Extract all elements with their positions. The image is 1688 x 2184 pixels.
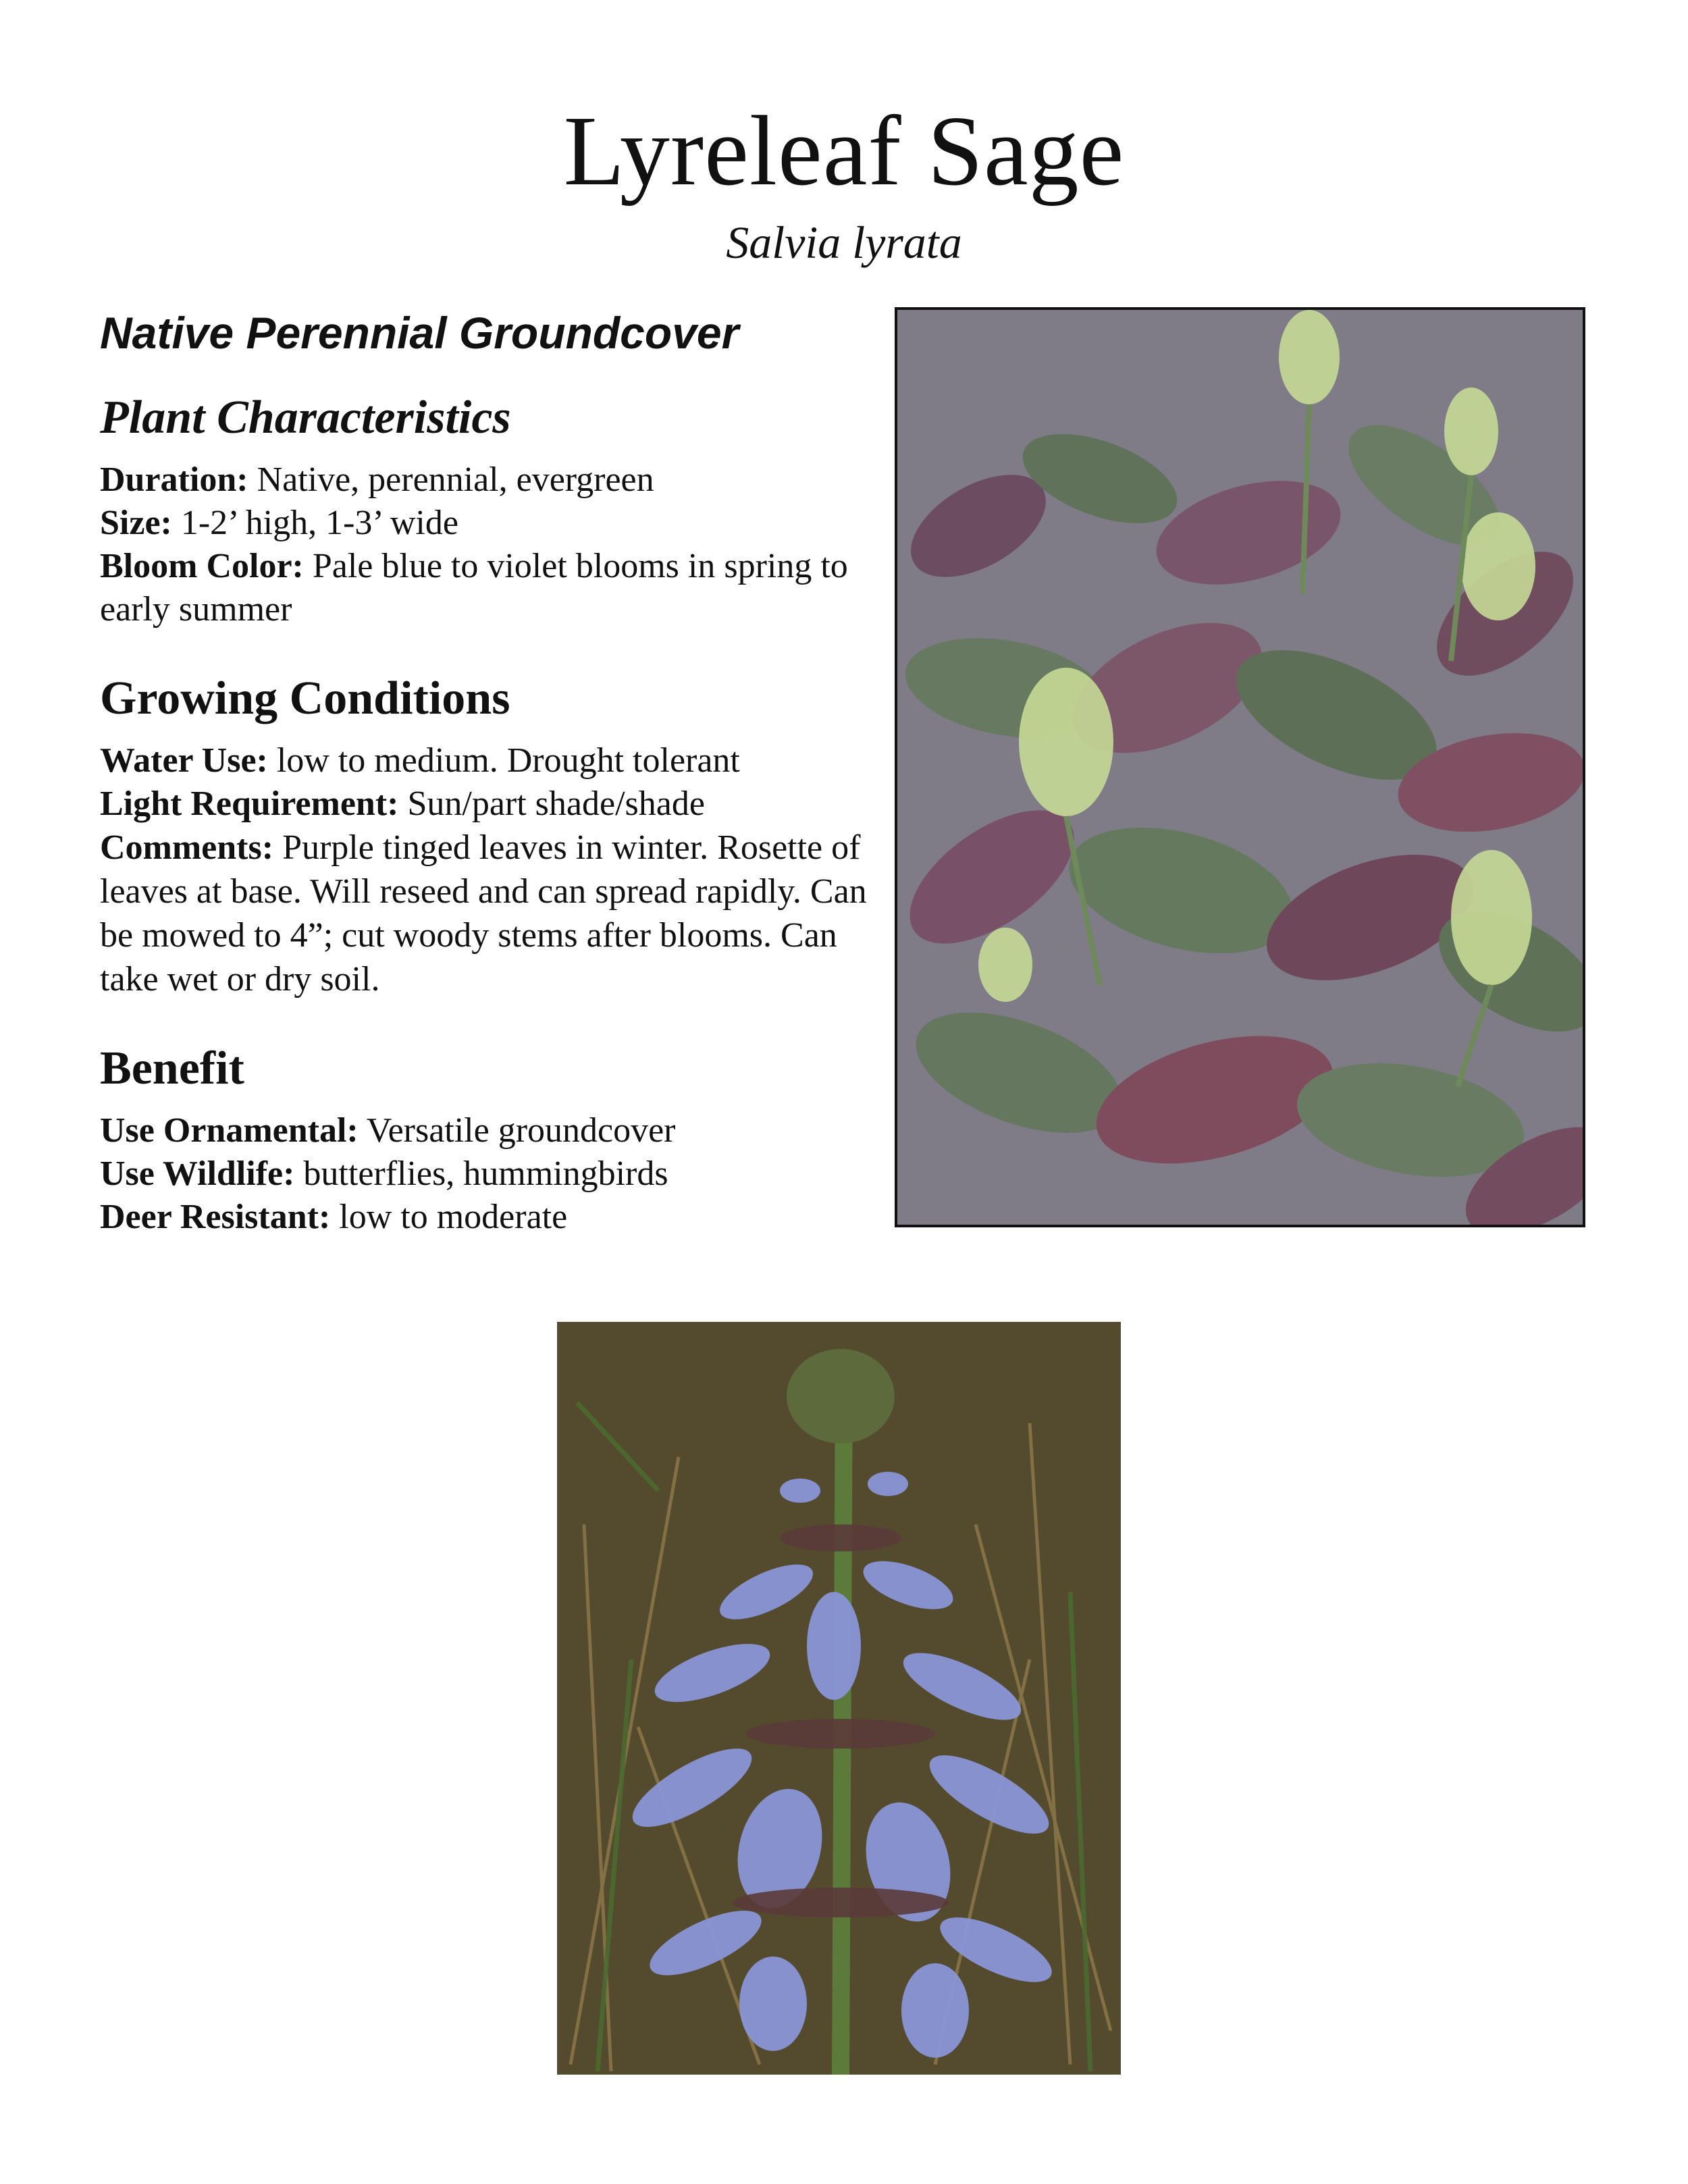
use-ornamental-line xyxy=(100,1109,897,1152)
light-requirement-value: Sun/part shade/shade xyxy=(398,784,705,823)
size-label: Size: xyxy=(100,504,172,542)
comments-line xyxy=(100,826,897,1001)
flower-spike-photo xyxy=(557,1322,1121,2075)
plant-info-column xyxy=(100,307,897,1239)
growing-conditions-heading: Growing Conditions xyxy=(100,672,510,724)
use-wildlife-value: butterflies, hummingbirds xyxy=(294,1154,668,1193)
page-title: Lyreleaf Sage xyxy=(563,96,1125,207)
plant-category: Native Perennial Groundcover xyxy=(100,308,739,358)
page-header xyxy=(0,96,1688,269)
use-wildlife-label: Use Wildlife: xyxy=(100,1154,295,1193)
plant-characteristics-heading: Plant Characteristics xyxy=(100,392,511,444)
use-ornamental-value: Versatile groundcover xyxy=(358,1111,676,1150)
rosette-leaves-photo xyxy=(895,307,1585,1227)
deer-resistant-line xyxy=(100,1196,897,1239)
size-line xyxy=(100,502,897,545)
water-use-value: low to medium. Drought tolerant xyxy=(267,741,740,780)
benefit-heading: Benefit xyxy=(100,1042,244,1094)
duration-value: Native, perennial, evergreen xyxy=(248,460,654,499)
rosette-leaves-illustration xyxy=(897,310,1583,1225)
comments-label: Comments: xyxy=(100,828,274,867)
deer-resistant-value: low to moderate xyxy=(330,1198,568,1236)
bloom-color-line xyxy=(100,545,897,631)
scientific-name: Salvia lyrata xyxy=(726,217,962,268)
flower-spike-illustration xyxy=(557,1322,1121,2075)
bloom-color-label: Bloom Color: xyxy=(100,547,304,585)
use-wildlife-line xyxy=(100,1152,897,1196)
size-value: 1-2’ high, 1-3’ wide xyxy=(172,504,458,542)
water-use-line xyxy=(100,739,897,782)
duration-line xyxy=(100,458,897,502)
water-use-label: Water Use: xyxy=(100,741,268,780)
use-ornamental-label: Use Ornamental: xyxy=(100,1111,359,1150)
deer-resistant-label: Deer Resistant: xyxy=(100,1198,331,1236)
light-requirement-line xyxy=(100,782,897,826)
duration-label: Duration: xyxy=(100,460,248,499)
comments-value: Purple tinged leaves in winter. Rosette of leaves at base. Will reseed and can spread rapidly. Can be mowed to 4”; cut woody stems after blooms. Can take wet or dry soil. xyxy=(100,828,867,998)
light-requirement-label: Light Requirement: xyxy=(100,784,399,823)
bloom-color-value: Pale blue to violet blooms in spring to early summer xyxy=(100,547,848,629)
